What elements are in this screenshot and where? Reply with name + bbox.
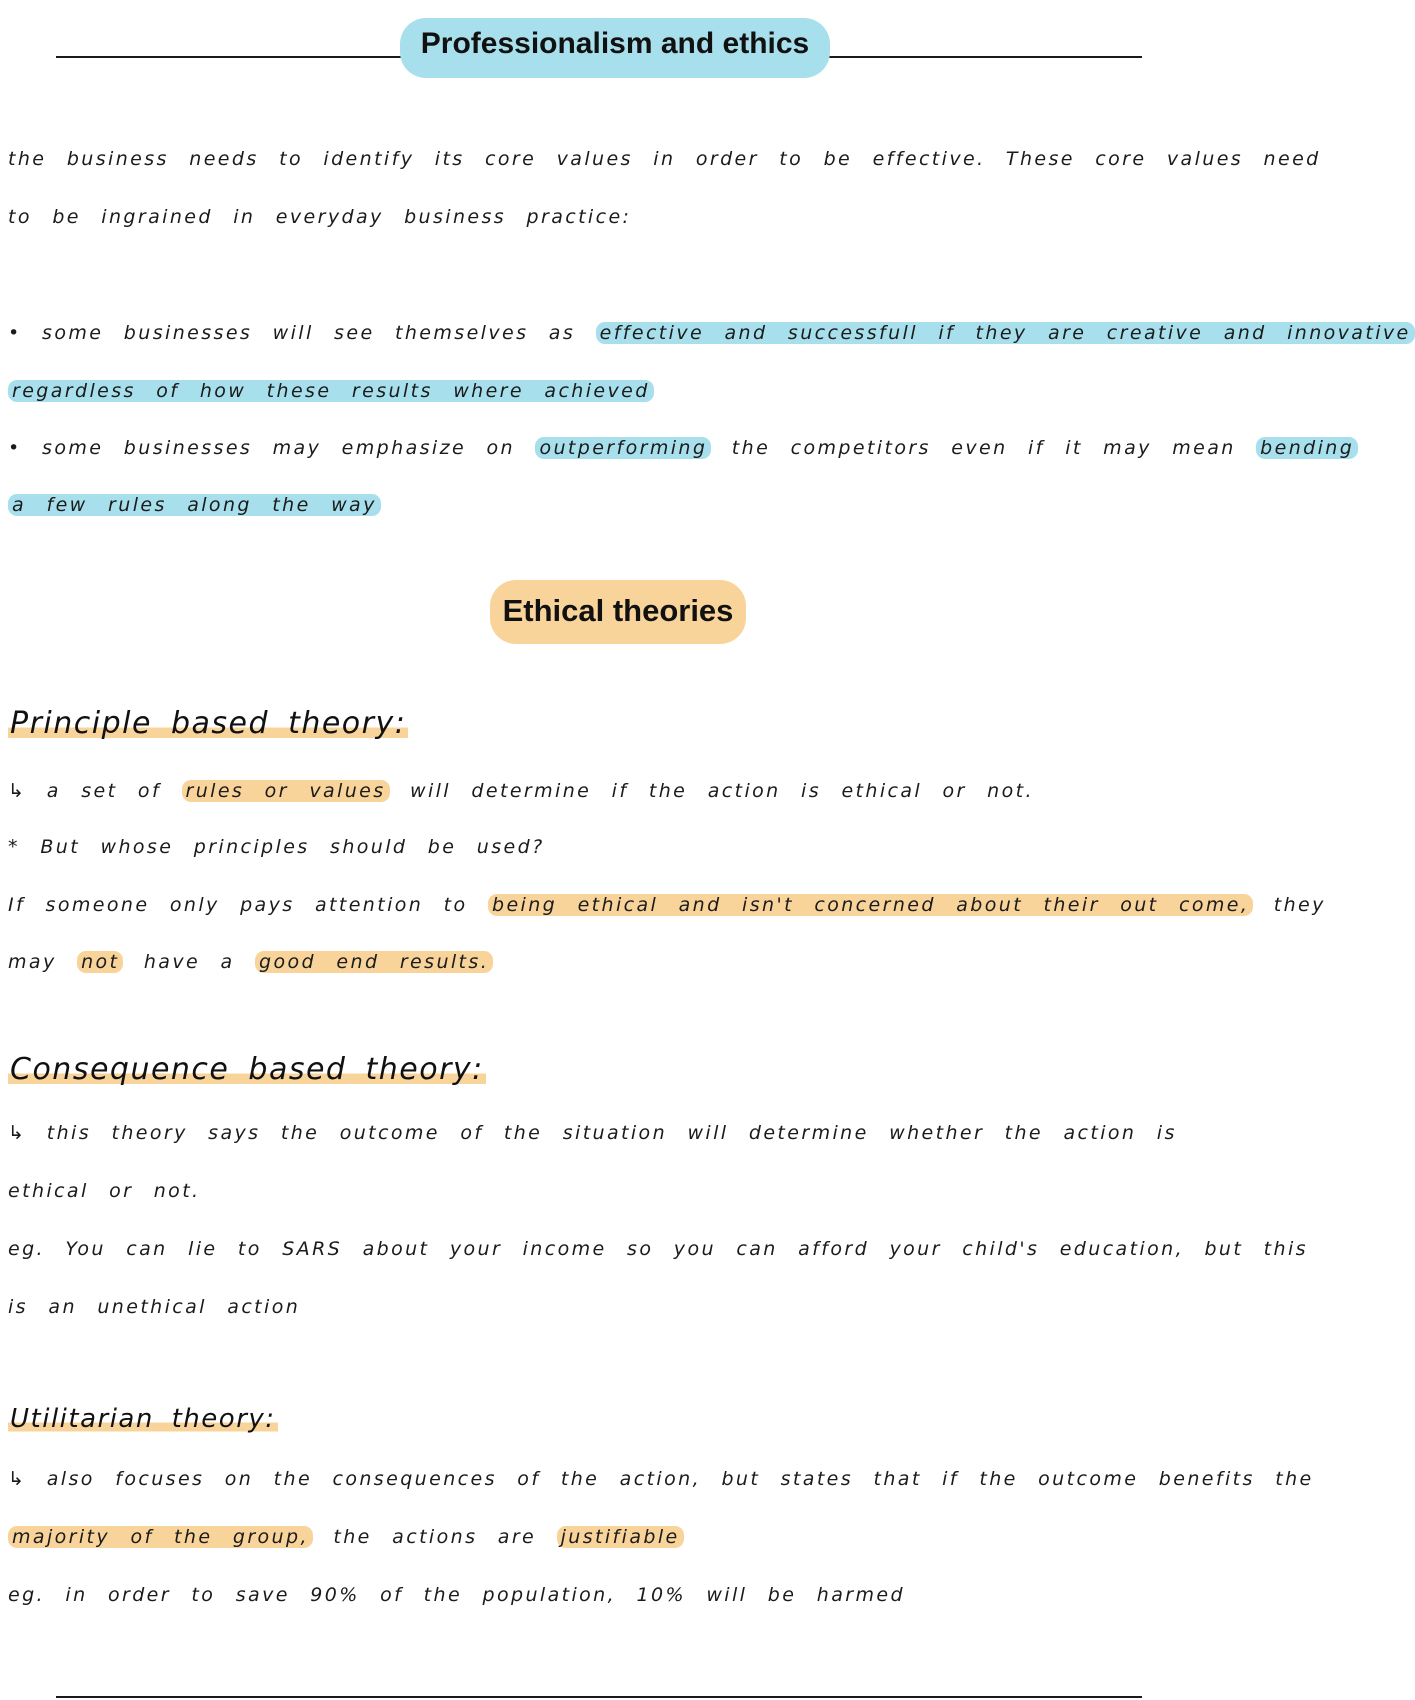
principle-line-4-mid: have a [143, 951, 235, 973]
consequence-line-4: is an unethical action [8, 1296, 301, 1318]
bullet-1-highlight: effective and successfull if they are creative and innovative [596, 322, 1415, 344]
bullet-1-line-1 [8, 322, 1411, 344]
principle-line-4-prefix: may [8, 951, 57, 973]
consequence-line-1: ↳ this theory says the outcome of the situation will determine whether the action is [8, 1122, 1177, 1144]
principle-heading-text: Principle based theory: [10, 706, 407, 741]
bullet-2-text: • some businesses may emphasize on [8, 437, 515, 459]
principle-line-1 [8, 780, 1192, 802]
principle-line-3 [8, 894, 1326, 916]
section-title-ethical-theories: Ethical theories [490, 580, 746, 644]
bullet-2-highlight-2: bending [1256, 437, 1358, 459]
principle-line-4 [8, 951, 1192, 973]
consequence-heading-text: Consequence based theory: [10, 1052, 484, 1087]
intro-line-2: to be ingrained in everyday business practice: [8, 206, 632, 228]
utilitarian-heading [8, 1404, 278, 1434]
utilitarian-line-2-mid: the actions are [333, 1526, 537, 1548]
principle-line-3-suffix: they [1273, 894, 1326, 916]
utilitarian-line-2-highlight-2: justifiable [557, 1526, 684, 1548]
principle-line-3-highlight: being ethical and isn't concerned about their out come, [488, 894, 1253, 916]
intro-line-1: the business needs to identify its core values in order to be effective. These core values need [8, 148, 1321, 170]
utilitarian-line-1: ↳ also focuses on the consequences of the action, but states that if the outcome benefits the [8, 1468, 1314, 1490]
page-title: Professionalism and ethics [400, 18, 830, 74]
consequence-line-3: eg. You can lie to SARS about your income so you can afford your child's education, but this [8, 1238, 1308, 1260]
bullet-1-line-2 [8, 380, 1192, 402]
utilitarian-heading-text: Utilitarian theory: [10, 1404, 276, 1434]
bullet-2-line-2 [8, 494, 1192, 516]
principle-line-1-highlight: rules or values [182, 780, 390, 802]
consequence-line-2: ethical or not. [8, 1180, 201, 1202]
utilitarian-line-2 [8, 1526, 1192, 1548]
principle-line-4-highlight-1: not [77, 951, 123, 973]
utilitarian-line-3: eg. in order to save 90% of the population, 10% will be harmed [8, 1584, 905, 1606]
bullet-2-highlight-1: outperforming [535, 437, 711, 459]
bullet-2-continuation: a few rules along the way [8, 494, 381, 516]
principle-line-1-suffix: will determine if the action is ethical or not. [410, 780, 1034, 802]
principle-line-1-prefix: ↳ a set of [8, 780, 162, 802]
principle-heading [8, 706, 408, 741]
bullet-1-continuation: regardless of how these results where achieved [8, 380, 654, 402]
principle-line-2: * But whose principles should be used? [8, 836, 545, 858]
bullet-2-line-1 [8, 437, 1355, 459]
consequence-heading [8, 1052, 486, 1087]
bullet-1-text: • some businesses will see themselves as [8, 322, 576, 344]
principle-line-3-prefix: If someone only pays attention to [8, 894, 468, 916]
principle-line-4-highlight-2: good end results. [255, 951, 493, 973]
bullet-2-mid: the competitors even if it may mean [731, 437, 1236, 459]
utilitarian-line-2-highlight-1: majority of the group, [8, 1526, 313, 1548]
bottom-rule [56, 1696, 1142, 1698]
